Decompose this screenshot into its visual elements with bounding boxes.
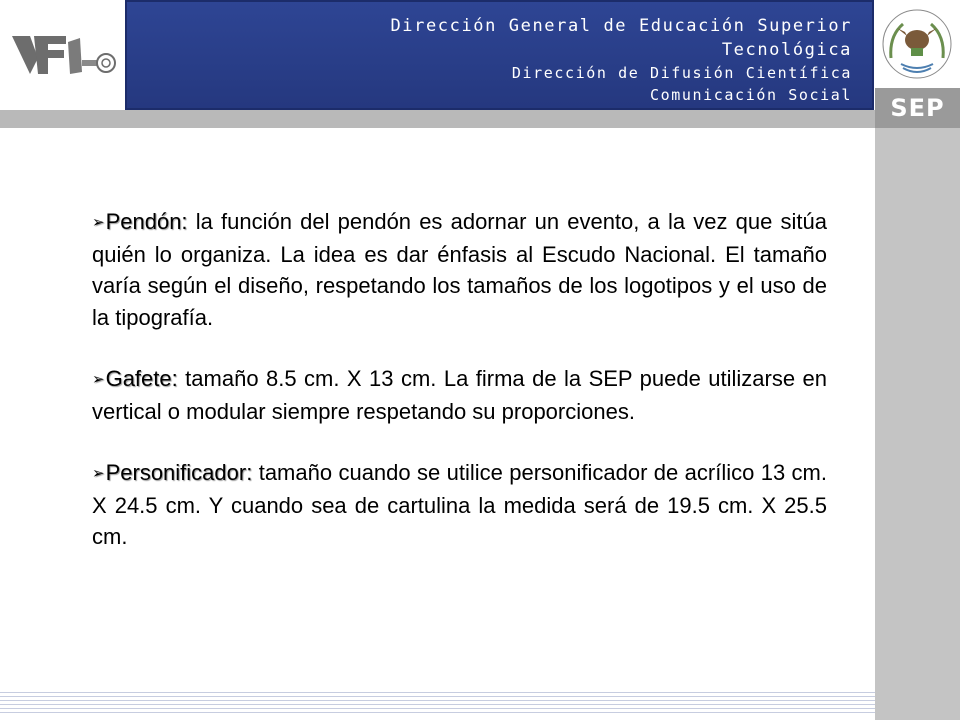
header-title-line1: Dirección General de Educación Superior	[390, 16, 852, 36]
arrow-bullet-icon: ➢	[92, 371, 105, 388]
bullet-gafete	[92, 363, 827, 427]
bullet-text: la función del pendón es adornar un evento, a la vez que sitúa quién lo organiza. La idea es dar énfasis al Escudo Nacional. El tamaño varía según el diseño, respetando los tamaños de los logotipos y el uso de la tipografía.	[92, 209, 827, 330]
divider	[0, 696, 875, 697]
divider	[0, 712, 875, 713]
divider	[0, 700, 875, 701]
left-logo-area	[0, 0, 125, 112]
bullet-term: Personificador:	[105, 460, 253, 485]
bullet-term: Gafete:	[105, 366, 178, 391]
divider	[0, 708, 875, 709]
header-subtitle-line2: Comunicación Social	[650, 86, 852, 104]
arrow-bullet-icon: ➢	[92, 465, 105, 482]
bullet-text: tamaño 8.5 cm. X 13 cm. La firma de la SEP puede utilizarse en vertical o modular siempre respetando su proporciones.	[92, 366, 827, 424]
divider	[0, 704, 875, 705]
header-banner	[125, 0, 874, 110]
header-subtitle-line1: Dirección de Difusión Científica	[511, 64, 852, 82]
bullet-pendon	[92, 206, 827, 333]
content-body	[92, 206, 827, 583]
bullet-text: tamaño cuando se utilice personificador de acrílico 13 cm. X 24.5 cm. Y cuando sea de cartulina la medida será de 19.5 cm. X 25.5 cm.	[92, 460, 827, 549]
bullet-term: Pendón:	[105, 209, 188, 234]
bullet-personificador	[92, 457, 827, 553]
header-title-line2: Tecnológica	[721, 40, 852, 60]
header-grey-band	[0, 110, 875, 128]
institutional-logo-icon	[8, 28, 118, 83]
bottom-decorative-lines	[0, 690, 875, 720]
header-text	[152, 14, 852, 106]
arrow-bullet-icon: ➢	[92, 214, 105, 231]
divider	[0, 692, 875, 693]
right-side-panel	[875, 0, 960, 720]
shield-area	[875, 0, 960, 88]
sep-logo: SEP	[875, 88, 960, 128]
mexican-coat-of-arms-icon	[877, 6, 957, 84]
